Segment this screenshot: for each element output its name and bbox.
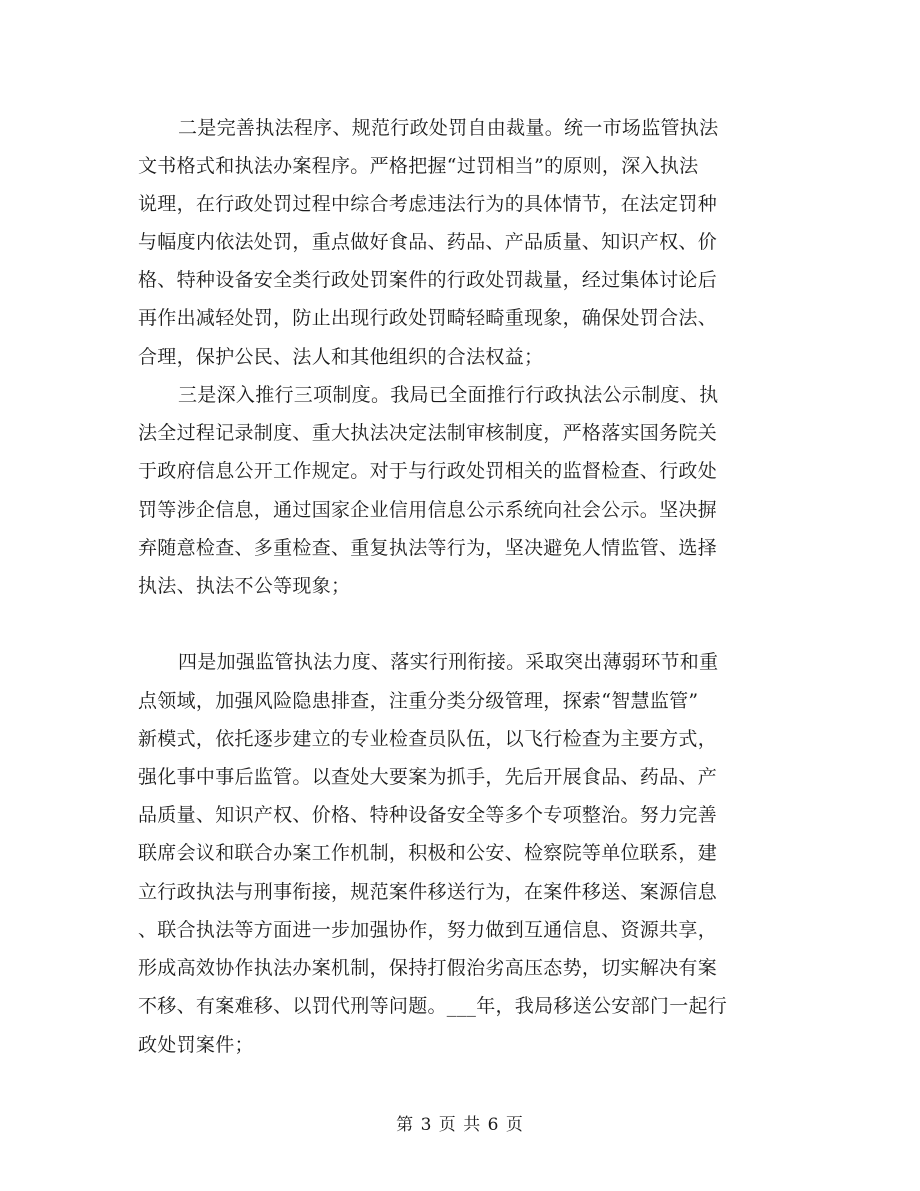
paragraph-1-line: 文书格式和执法办案程序。严格把握“过罚相当”的原则，深入执法 [138,155,699,177]
page-number-footer: 第 3 页 共 6 页 [396,1115,524,1135]
paragraph-3-line: 新模式，依托逐步建立的专业检查员队伍，以飞行检查为主要方式， [138,728,718,750]
paragraph-3-line: 强化事中事后监管。以查处大要案为抓手，先后开展食品、药品、产 [138,766,718,788]
paragraph-3-line: 政处罚案件； [138,1034,254,1056]
paragraph-3-line: 点领域，加强风险隐患排查，注重分类分级管理，探索“智慧监管” [138,690,699,712]
paragraph-3-line: 品质量、知识产权、价格、特种设备安全等多个专项整治。努力完善 [138,804,718,826]
paragraph-2-line: 罚等涉企信息，通过国家企业信用信息公示系统向社会公示。坚决摒 [138,499,718,521]
paragraph-3-line: 形成高效协作执法办案机制，保持打假治劣高压态势，切实解决有案 [138,957,718,979]
paragraph-1-line: 说理，在行政处罚过程中综合考虑违法行为的具体情节，在法定罚种 [138,193,718,215]
paragraph-3-line: 联席会议和联合办案工作机制，积极和公安、检察院等单位联系，建 [138,842,718,864]
paragraph-2-line: 弃随意检查、多重检查、重复执法等行为，坚决避免人情监管、选择 [138,537,718,559]
paragraph-1-line: 格、特种设备安全类行政处罚案件的行政处罚裁量，经过集体讨论后 [138,269,718,291]
paragraph-1-line: 再作出减轻处罚，防止出现行政处罚畸轻畸重现象，确保处罚合法、 [138,307,718,329]
paragraph-2-line: 三是深入推行三项制度。我局已全面推行行政执法公示制度、执 [178,384,719,406]
paragraph-2-line [138,609,778,639]
paragraph-3-line: 不移、有案难移、以罚代刑等问题。___年，我局移送公安部门一起行 [138,995,728,1017]
paragraph-3-line: 、联合执法等方面进一步加强协作，努力做到互通信息、资源共享， [138,919,718,941]
paragraph-1-line: 合理，保护公民、法人和其他组织的合法权益； [138,346,544,368]
paragraph-3-line: 四是加强监管执法力度、落实行刑衔接。采取突出薄弱环节和重 [178,651,719,673]
paragraph-1-line: 与幅度内依法处罚，重点做好食品、药品、产品质量、知识产权、价 [138,231,718,253]
paragraph-1-line: 二是完善执法程序、规范行政处罚自由裁量。统一市场监管执法 [178,117,719,139]
paragraph-2-line: 法全过程记录制度、重大执法决定法制审核制度，严格落实国务院关 [138,422,718,444]
paragraph-3-line: 立行政执法与刑事衔接，规范案件移送行为，在案件移送、案源信息 [138,881,718,903]
paragraph-2-line: 于政府信息公开工作规定。对于与行政处罚相关的监督检查、行政处 [138,460,718,482]
paragraph-2-line: 执法、执法不公等现象； [138,575,351,597]
